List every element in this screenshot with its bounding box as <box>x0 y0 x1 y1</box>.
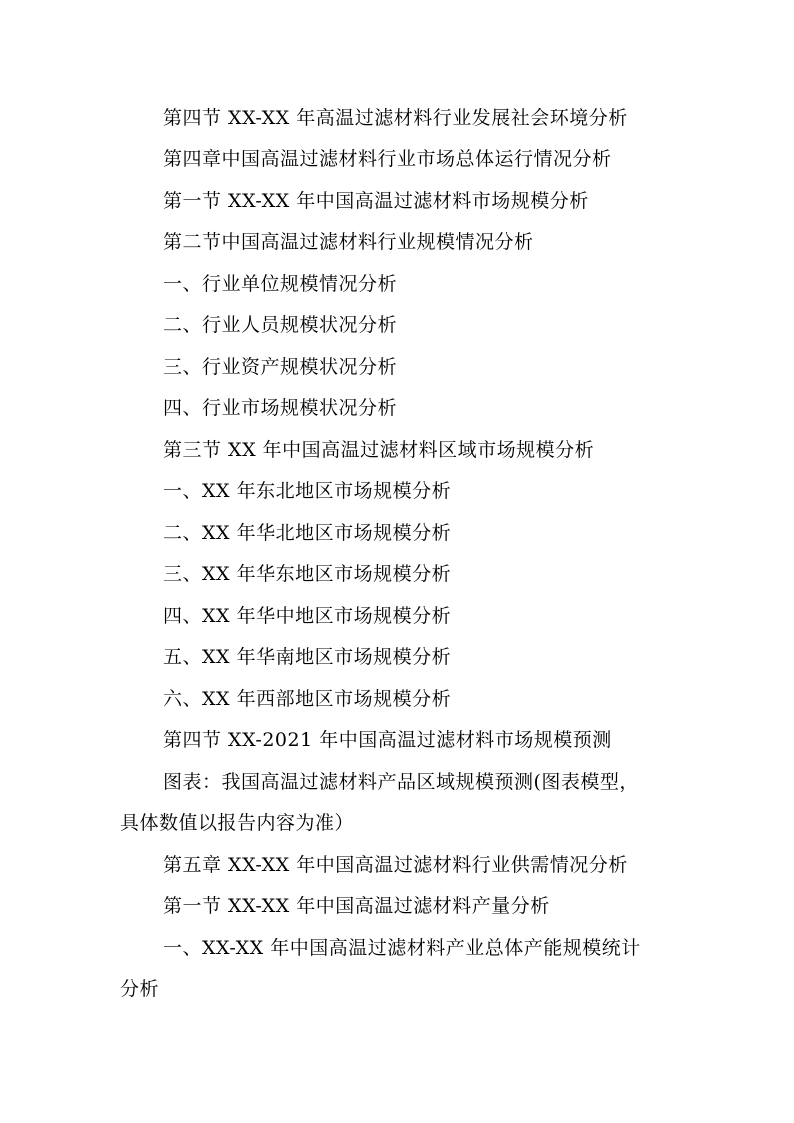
list-item: 三、行业资产规模状况分析 <box>163 356 398 378</box>
list-item: 一、行业单位规模情况分析 <box>163 273 398 295</box>
section-heading: 第一节 XX-XX 年中国高温过滤材料市场规模分析 <box>163 190 589 212</box>
list-item: 一、XX 年东北地区市场规模分析 <box>163 480 452 502</box>
figure-caption: 图表：我国高温过滤材料产品区域规模预测(图表模型， <box>163 771 639 793</box>
section-heading: 第四节 XX-XX 年高温过滤材料行业发展社会环境分析 <box>163 107 628 129</box>
section-heading: 第一节 XX-XX 年中国高温过滤材料产量分析 <box>163 895 550 917</box>
list-item: 三、XX 年华东地区市场规模分析 <box>163 563 452 585</box>
figure-caption-continued: 具体数值以报告内容为准） <box>120 812 355 834</box>
list-item: 一、XX-XX 年中国高温过滤材料产业总体产能规模统计 <box>163 937 641 959</box>
list-item: 六、XX 年西部地区市场规模分析 <box>163 688 452 710</box>
section-heading: 第三节 XX 年中国高温过滤材料区域市场规模分析 <box>163 439 595 461</box>
list-item-continued: 分析 <box>120 978 160 1000</box>
list-item: 二、行业人员规模状况分析 <box>163 314 398 336</box>
list-item: 二、XX 年华北地区市场规模分析 <box>163 522 452 544</box>
list-item: 四、XX 年华中地区市场规模分析 <box>163 605 452 627</box>
section-heading: 第二节中国高温过滤材料行业规模情况分析 <box>163 231 534 253</box>
list-item: 五、XX 年华南地区市场规模分析 <box>163 646 452 668</box>
section-heading: 第四节 XX-2021 年中国高温过滤材料市场规模预测 <box>163 729 612 751</box>
chapter-heading: 第四章中国高温过滤材料行业市场总体运行情况分析 <box>163 148 612 170</box>
chapter-heading: 第五章 XX-XX 年中国高温过滤材料行业供需情况分析 <box>163 854 628 876</box>
list-item: 四、行业市场规模状况分析 <box>163 397 398 419</box>
